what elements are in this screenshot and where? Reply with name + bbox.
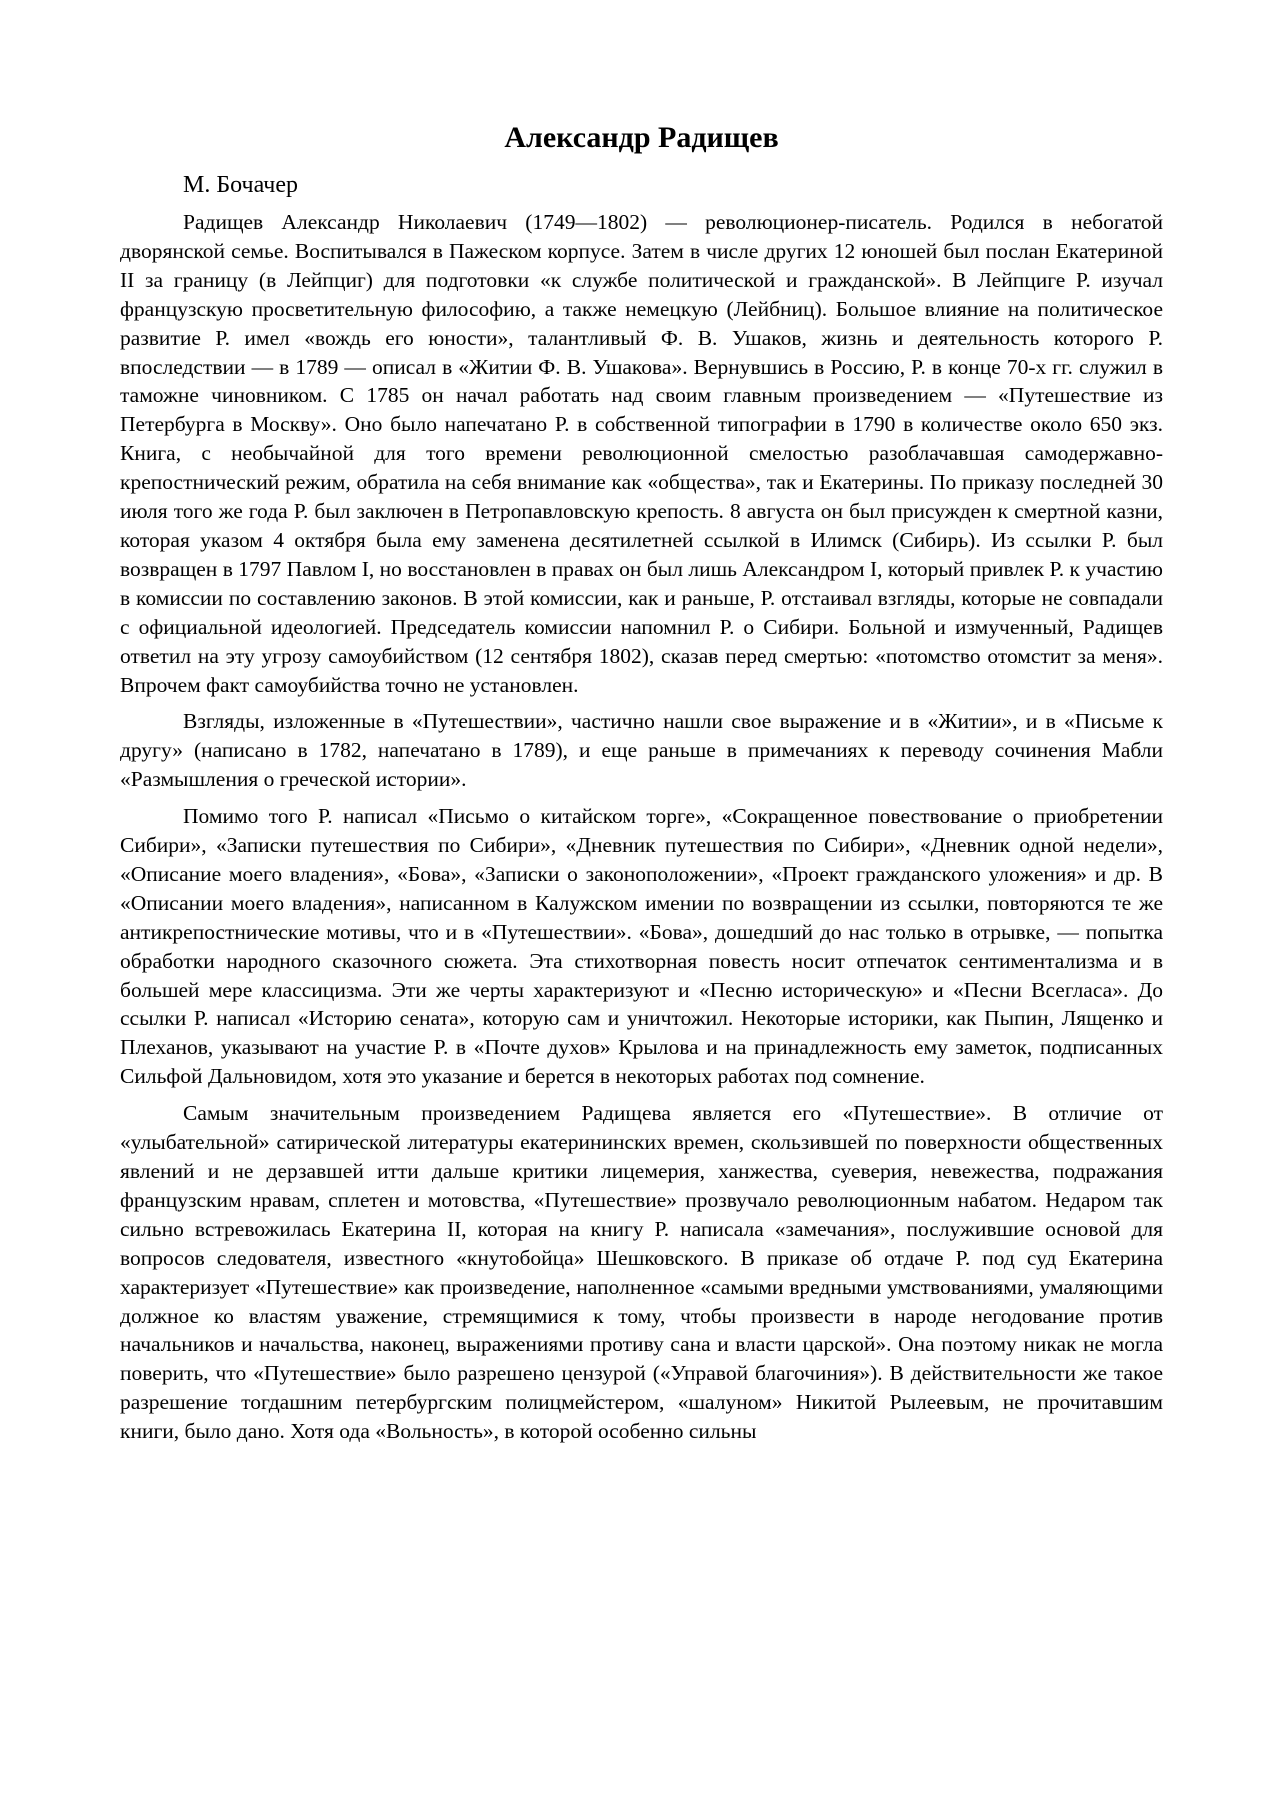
paragraph-3: Помимо того Р. написал «Письмо о китайском торге», «Сокращенное повествование о приобретении Сибири», «Записки путешествия по Сибири», «Дневник путешествия по Сибири», «Дневник одной недели», «Описание моего владения», «Бова», «Записки о законоположении», «Проект гражданского уложения» и др. В «Описании моего владения», написанном в Калужском имении по возвращении из ссылки, повторяются те же антикрепостнические мотивы, что и в «Путешествии». «Бова», дошедший до нас только в отрывке, — попытка обработки народного сказочного сюжета. Эта стихотворная повесть носит отпечаток сентиментализма и в большей мере классицизма. Эти же черты характеризуют и «Песню историческую» и «Песни Всегласа». До ссылки Р. написал «Историю сената», которую сам и уничтожил. Некоторые историки, как Пыпин, Лященко и Плеханов, указывают на участие Р. в «Почте духов» Крылова и на принадлежность ему заметок, подписанных Сильфой Дальновидом, хотя это указание и берется в некоторых работах под сомнение.: [120, 804, 1163, 1089]
author-name: М. Бочачер: [183, 172, 298, 198]
paragraph-4: Самым значительным произведением Радищева является его «Путешествие». В отличие от «улыбательной» сатирической литературы екатерининских времен, скользившей по поверхности общественных явлений и не дерзавшей итти дальше критики лицемерия, ханжества, суеверия, невежества, подражания французским нравам, сплетен и мотовства, «Путешествие» прозвучало революционным набатом. Недаром так сильно встревожилась Екатерина II, которая на книгу Р. написала «замечания», послужившие основой для вопросов следователя, известного «кнутобойца» Шешковского. В приказе об отдаче Р. под суд Екатерина характеризует «Путешествие» как произведение, наполненное «самыми вредными умствованиями, умаляющими должное ко властям уважение, стремящимися к тому, чтобы произвести в народе негодование против начальников и начальства, наконец, выражениями противу сана и власти царской». Она поэтому никак не могла поверить, что «Путешествие» было разрешено цензурой («Управой благочиния»). В действительности же такое разрешение тогдашним петербургским полицмейстером, «шалуном» Никитой Рылеевым, не прочитавшим книги, было дано. Хотя ода «Вольность», в которой особенно сильны: [120, 1101, 1163, 1444]
document-page: [120, 118, 1163, 1454]
paragraph-2: Взгляды, изложенные в «Путешествии», частично нашли свое выражение и в «Житии», и в «Письме к другу» (написано в 1782, напечатано в 1789), и еще раньше в примечаниях к переводу сочинения Мабли «Размышления о греческой истории».: [120, 709, 1163, 792]
page-title: Александр Радищев: [504, 121, 779, 154]
paragraph-1: Радищев Александр Николаевич (1749—1802) — революционер-писатель. Родился в небогатой дворянской семье. Воспитывался в Пажеском корпусе. Затем в числе других 12 юношей был послан Екатериной II за границу (в Лейпциг) для подготовки «к службе политической и гражданской». В Лейпциге Р. изучал французскую просветительную философию, а также немецкую (Лейбниц). Большое влияние на политическое развитие Р. имел «вождь его юности», талантливый Ф. В. Ушаков, жизнь и деятельность которого Р. впоследствии — в 1789 — описал в «Житии Ф. В. Ушакова». Вернувшись в Россию, Р. в конце 70-х гг. служил в таможне чиновником. С 1785 он начал работать над своим главным произведением — «Путешествие из Петербурга в Москву». Оно было напечатано Р. в собственной типографии в 1790 в количестве около 650 экз. Книга, с необычайной для того времени революционной смелостью разоблачавшая самодержавно-крепостнический режим, обратила на себя внимание как «общества», так и Екатерины. По приказу последней 30 июля того же года Р. был заключен в Петропавловскую крепость. 8 августа он был присужден к смертной казни, которая указом 4 октября была ему заменена десятилетней ссылкой в Илимск (Сибирь). Из ссылки Р. был возвращен в 1797 Павлом I, но восстановлен в правах он был лишь Александром I, который привлек Р. к участию в комиссии по составлению законов. В этой комиссии, как и раньше, Р. отстаивал взгляды, которые не совпадали с официальной идеологией. Председатель комиссии напомнил Р. о Сибири. Больной и измученный, Радищев ответил на эту угрозу самоубийством (12 сентября 1802), сказав перед смертью: «потомство отомстит за меня». Впрочем факт самоубийства точно не установлен.: [120, 210, 1163, 697]
